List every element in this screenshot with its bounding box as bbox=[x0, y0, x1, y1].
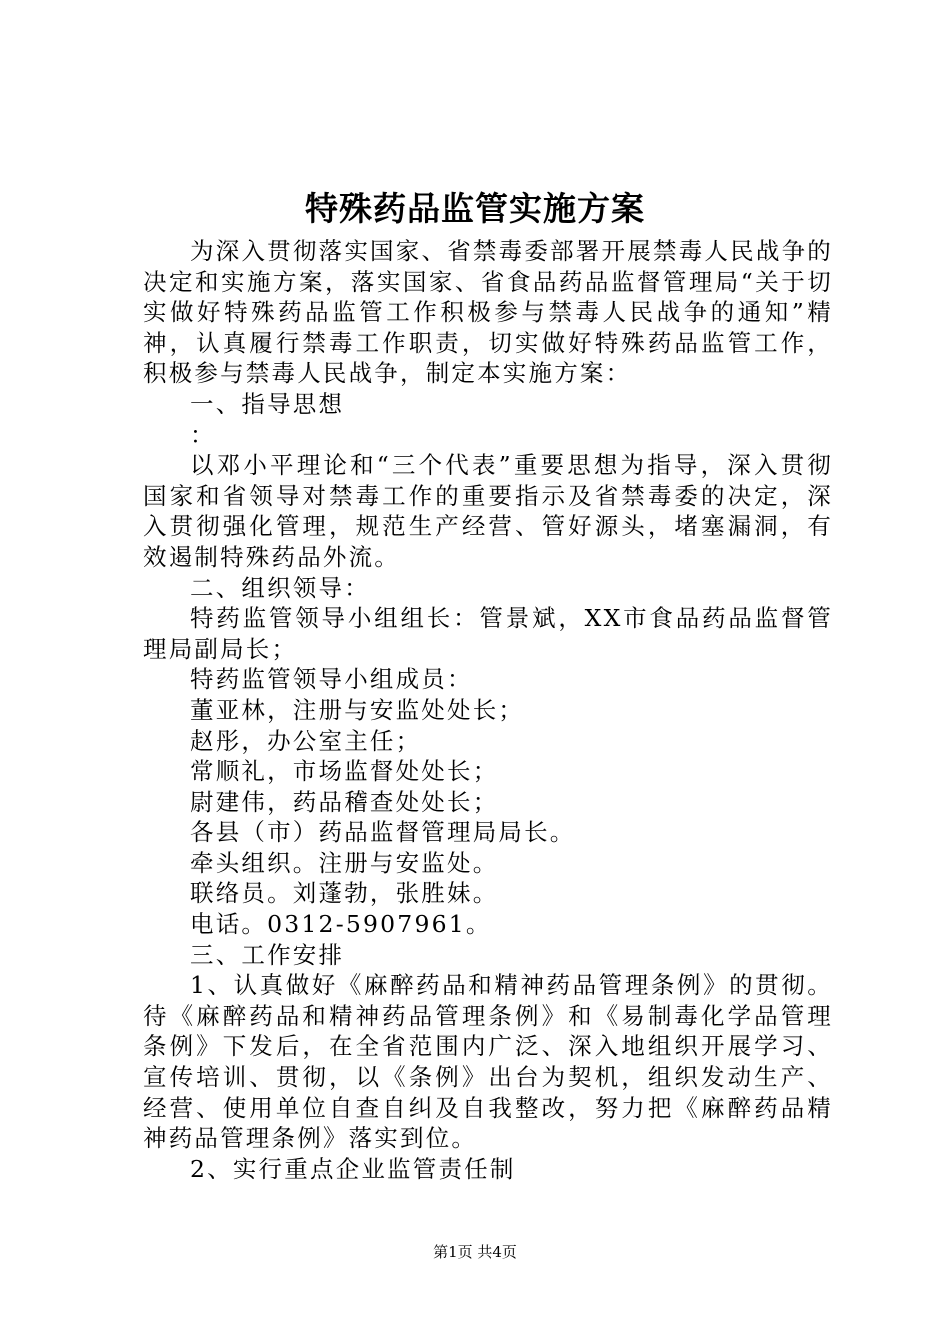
heading-organization: 二、组织领导： bbox=[190, 573, 370, 602]
paragraph-colon: ： bbox=[190, 420, 216, 449]
paragraph-member-4: 尉建伟，药品稽查处处长； bbox=[190, 787, 499, 816]
paragraph-work-item-1: 1、认真做好《麻醉药品和精神药品管理条例》的贯彻。待《麻醉药品和精神药品管理条例》和《易制毒化学品管理条例》下发后，在全省范围内广泛、深入地组织开展学习、宣传培训、贯彻，以《条例》出台为契机，组织发动生产、经营、使用单位自查自纠及自我整改，努力把《麻醉药品精神药品管理条例》落实到位。 bbox=[143, 971, 833, 1153]
heading-work-plan: 三、工作安排 bbox=[190, 940, 345, 969]
paragraph-group-leader: 特药监管领导小组组长：管景斌，XX市食品药品监督管理局副局长； bbox=[143, 604, 833, 663]
paragraph-member-5: 各县（市）药品监督管理局局长。 bbox=[190, 818, 576, 847]
paragraph-member-3: 常顺礼，市场监督处处长； bbox=[190, 757, 499, 786]
paragraph-group-members: 特药监管领导小组成员： bbox=[190, 665, 473, 694]
paragraph-phone: 电话。0312-5907961。 bbox=[190, 910, 492, 939]
paragraph-lead-org: 牵头组织。注册与安监处。 bbox=[190, 848, 499, 877]
document-title: 特殊药品监管实施方案 bbox=[305, 189, 645, 228]
heading-guiding-ideology: 一、指导思想 bbox=[190, 389, 345, 418]
document-body bbox=[143, 236, 833, 1184]
page-footer: 第1页 共4页 bbox=[433, 1243, 517, 1261]
paragraph-member-2: 赵彤，办公室主任； bbox=[190, 726, 422, 755]
paragraph-member-1: 董亚林，注册与安监处处长； bbox=[190, 695, 525, 724]
paragraph-work-item-2: 2、实行重点企业监管责任制 bbox=[190, 1154, 516, 1183]
paragraph-liaison: 联络员。刘蓬勃，张胜妹。 bbox=[190, 879, 499, 908]
paragraph-intro: 为深入贯彻落实国家、省禁毒委部署开展禁毒人民战争的决定和实施方案，落实国家、省食品药品监督管理局“关于切实做好特殊药品监管工作积极参与禁毒人民战争的通知”精神，认真履行禁毒工作职责，切实做好特殊药品监管工作，积极参与禁毒人民战争，制定本实施方案： bbox=[143, 237, 833, 388]
paragraph-guiding-text: 以邓小平理论和“三个代表”重要思想为指导，深入贯彻国家和省领导对禁毒工作的重要指示及省禁毒委的决定，深入贯彻强化管理，规范生产经营、管好源头，堵塞漏洞，有效遏制特殊药品外流。 bbox=[143, 451, 833, 571]
